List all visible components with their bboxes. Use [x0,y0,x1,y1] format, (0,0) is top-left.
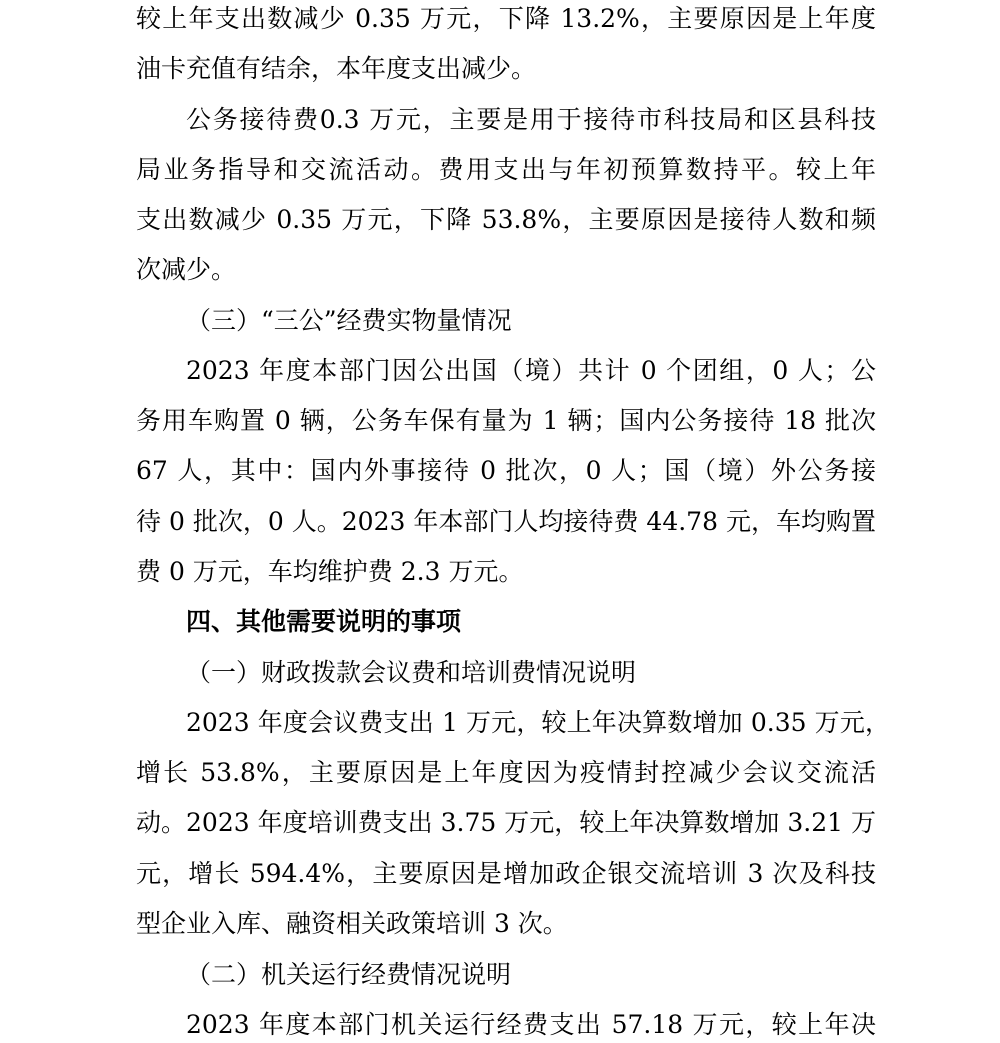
paragraph-line: 费 0 万元，车均维护费 2.3 万元。 [136,557,524,586]
paragraph-line: 元，增长 594.4%，主要原因是增加政企银交流培训 3 次及科技 [136,859,876,888]
section-heading: （二）机关运行经费情况说明 [186,960,512,989]
chapter-heading: 四、其他需要说明的事项 [186,607,462,636]
paragraph-line: 务用车购置 0 辆，公务车保有量为 1 辆；国内公务接待 18 批次 [136,406,876,435]
paragraph-line: 型企业入库、融资相关政策培训 3 次。 [136,909,568,938]
paragraph-line: 2023 年度会议费支出 1 万元，较上年决算数增加 0.35 万元， [186,708,890,737]
paragraph-line: 待 0 批次，0 人。2023 年本部门人均接待费 44.78 元，车均购置 [136,507,876,536]
paragraph-line: 动。2023 年度培训费支出 3.75 万元，较上年决算数增加 3.21 万 [136,808,876,837]
paragraph-line: 油卡充值有结余，本年度支出减少。 [136,54,537,83]
paragraph-line: 次减少。 [136,255,237,284]
paragraph-line: 公务接待费0.3 万元，主要是用于接待市科技局和区县科技 [186,105,876,134]
paragraph-line: 局业务指导和交流活动。费用支出与年初预算数持平。较上年 [136,155,876,184]
section-heading: （一）财政拨款会议费和培训费情况说明 [186,658,637,687]
paragraph-line: 67 人，其中：国内外事接待 0 批次，0 人；国（境）外公务接 [136,456,876,485]
paragraph-line: 支出数减少 0.35 万元，下降 53.8%，主要原因是接待人数和频 [136,205,876,234]
section-heading: （三）“三公”经费实物量情况 [186,306,512,335]
paragraph-line: 2023 年度本部门因公出国（境）共计 0 个团组，0 人；公 [186,356,876,385]
paragraph-line: 较上年支出数减少 0.35 万元，下降 13.2%，主要原因是上年度 [136,4,876,33]
paragraph-line: 增长 53.8%，主要原因是上年度因为疫情封控减少会议交流活 [136,758,876,787]
paragraph-line: 2023 年度本部门机关运行经费支出 57.18 万元，较上年决 [186,1010,876,1039]
